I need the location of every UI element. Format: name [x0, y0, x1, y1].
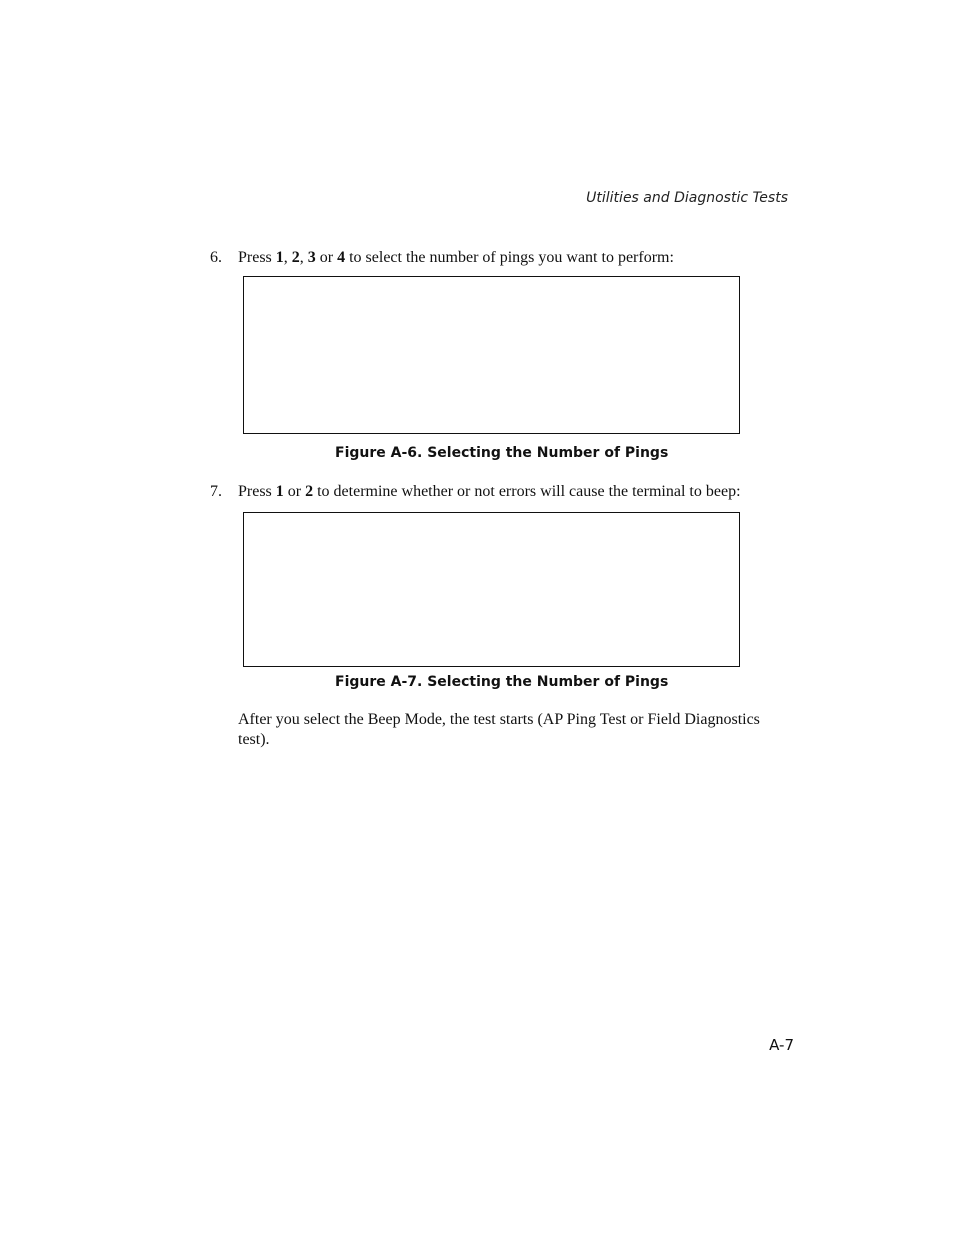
conjunction: or	[315, 249, 338, 266]
key-1: 1	[275, 249, 284, 266]
conjunction: or	[283, 483, 306, 500]
step-text: Press	[238, 483, 276, 500]
key-4: 4	[337, 249, 346, 266]
step-6-instruction	[210, 248, 674, 268]
key-3: 3	[307, 249, 316, 266]
step-number: 6.	[210, 249, 222, 266]
figure-a6-caption: Figure A-6. Selecting the Number of Pings	[335, 445, 669, 461]
step-text: Press	[238, 249, 276, 266]
separator: ,	[283, 249, 292, 266]
step-text: to determine whether or not errors will cause the terminal to beep:	[313, 483, 741, 500]
step-7-instruction	[210, 482, 741, 502]
key-1: 1	[275, 483, 284, 500]
separator: ,	[299, 249, 308, 266]
step-text: to select the number of pings you want to perform:	[345, 249, 674, 266]
page-number: A-7	[769, 1036, 794, 1054]
figure-a7-caption: Figure A-7. Selecting the Number of Pings	[335, 674, 669, 690]
figure-a7-screen-box	[243, 512, 740, 667]
key-2: 2	[291, 249, 300, 266]
key-2: 2	[305, 483, 314, 500]
step-number: 7.	[210, 483, 222, 500]
running-header: Utilities and Diagnostic Tests	[586, 190, 788, 206]
after-selection-paragraph: After you select the Beep Mode, the test starts (AP Ping Test or Field Diagnostics test).	[238, 711, 760, 748]
figure-a6-screen-box	[243, 276, 740, 434]
